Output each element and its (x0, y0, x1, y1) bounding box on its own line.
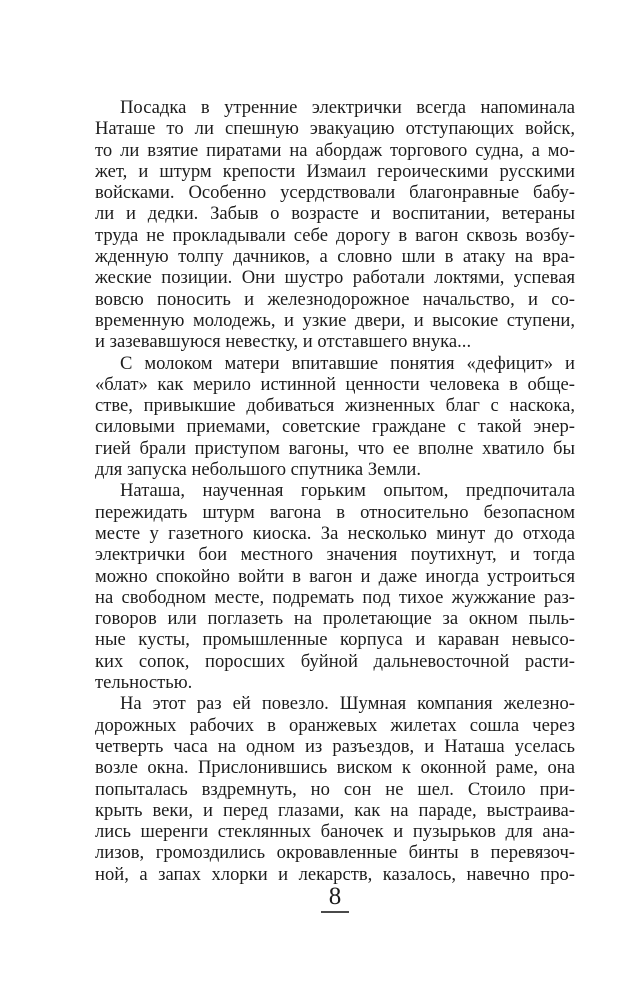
text-line: жет, и штурм крепости Измаил героическими русскими (95, 160, 575, 182)
text-line: Посадка в утренние электрички всегда напоминала (120, 97, 575, 118)
paragraph (95, 480, 575, 693)
text-line: говоров или поглазеть на пролетающие за окном пыль- (95, 608, 575, 630)
text-line: попыталась вздремнуть, но сон не шел. Стоило при- (95, 778, 575, 800)
text-line: ли и дедки. Забыв о возрасте и воспитании, ветераны (95, 203, 575, 225)
text-line: возле окна. Прислонившись виском к оконной раме, она (95, 757, 575, 779)
paragraph (95, 693, 575, 885)
text-line: четверть часа на одном из разъездов, и Наташа уселась (95, 735, 575, 757)
page-number-rule (321, 911, 349, 913)
text-line: ные кусты, промышленные корпуса и караван невысо- (95, 629, 575, 651)
text-line: жденную толпу дачников, а словно шли в атаку на вра- (95, 246, 575, 268)
text-line: жеские позиции. Они шустро работали локтями, успевая (95, 267, 575, 289)
text-line: «блат» как мерило истинной ценности человека в обще- (95, 373, 575, 395)
text-line: то ли взятие пиратами на абордаж торгового судна, а мо- (95, 139, 575, 161)
text-line: ких сопок, поросших буйной дальневосточной расти- (95, 650, 575, 672)
text-line: гией брали приступом вагоны, что ее вполне хватило бы (95, 437, 575, 459)
text-line: вовсю поносить и железнодорожное начальство, и со- (95, 288, 575, 310)
text-line: электрички бои местного значения поутихнут, и тогда (95, 544, 575, 566)
text-line: ной, а запах хлорки и лекарств, казалось, навечно про- (95, 863, 575, 885)
text-line: временную молодежь, и узкие двери, и высокие ступени, (95, 309, 575, 331)
text-line: лись шеренги стеклянных баночек и пузырьков для ана- (95, 821, 575, 843)
text-line: войсками. Особенно усердствовали благонравные бабу- (95, 182, 575, 204)
text-line: можно спокойно войти в вагон и даже иногда устроиться (95, 565, 575, 587)
text-line: крыть веки, и перед глазами, как на параде, выстраива- (95, 799, 575, 821)
text-line: стве, привыкшие добиваться жизненных благ с наскока, (95, 395, 575, 417)
paragraph (95, 353, 575, 481)
page-footer (95, 884, 575, 913)
text-line: на свободном месте, подремать под тихое жужжание раз- (95, 586, 575, 608)
text-line: силовыми приемами, советские граждане с такой энер- (95, 416, 575, 438)
text-line: и зазевавшуюся невестку, и отставшего внука... (95, 331, 472, 353)
text-line: пережидать штурм вагона в относительно безопасном (95, 501, 575, 523)
text-line: С молоком матери впитавшие понятия «дефицит» и (120, 352, 575, 374)
paragraph (95, 97, 575, 353)
text-line: Наташа, наученная горьким опытом, предпочитала (120, 480, 575, 502)
text-line: дорожных рабочих в оранжевых жилетах сошла через (95, 714, 575, 736)
text-line: На этот раз ей повезло. Шумная компания железно- (120, 693, 575, 715)
text-line: тельностью. (95, 672, 193, 694)
page-number: 8 (328, 883, 342, 910)
text-line: Наташе то ли спешную эвакуацию отступающих войск, (95, 118, 575, 140)
text-line: для запуска небольшого спутника Земли. (95, 459, 422, 481)
text-line: труда не прокладывали себе дорогу в вагон сквозь возбу- (95, 224, 575, 246)
text-line: месте у газетного киоска. За несколько минут до отхода (95, 522, 575, 544)
text-line: лизов, громоздились окровавленные бинты в перевязоч- (95, 842, 575, 864)
text-block (95, 97, 575, 885)
